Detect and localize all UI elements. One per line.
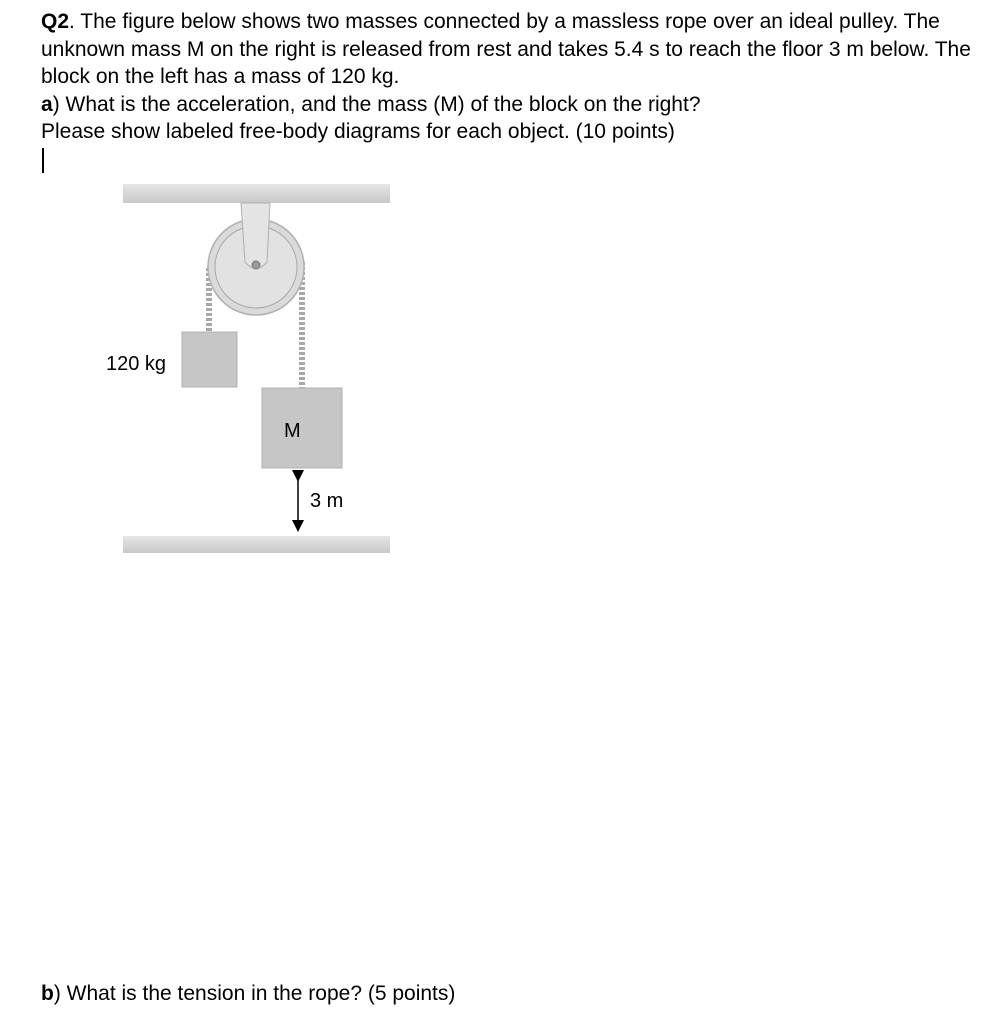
pulley-axle	[252, 261, 260, 269]
part-a-text: ) What is the acceleration, and the mass (M) of the block on the right?	[52, 92, 701, 116]
ceiling	[123, 184, 390, 203]
part-a-instructions: Please show labeled free-body diagrams for each object. (10 points)	[41, 120, 675, 143]
right-block	[262, 388, 342, 468]
pulley-bracket	[241, 203, 270, 269]
part-b-label: b	[41, 982, 54, 1005]
right-mass-label: M	[284, 420, 301, 442]
left-mass-label: 120 kg	[106, 353, 167, 375]
left-block	[182, 332, 237, 387]
part-b	[41, 982, 455, 1006]
distance-label: 3 m	[310, 490, 344, 512]
question-number: Q2	[41, 10, 70, 33]
intro-text: . The figure below shows two masses connected by a massless rope over an ideal pulley. The unknown mass M on the right is released from rest and takes 5.4 s to reach the floor 3 m below. The block on the left has a mass of 120 kg.	[41, 10, 971, 88]
floor	[123, 536, 390, 553]
part-a-label: a	[41, 92, 53, 116]
part-b-text: ) What is the tension in the rope? (5 points)	[53, 982, 456, 1005]
